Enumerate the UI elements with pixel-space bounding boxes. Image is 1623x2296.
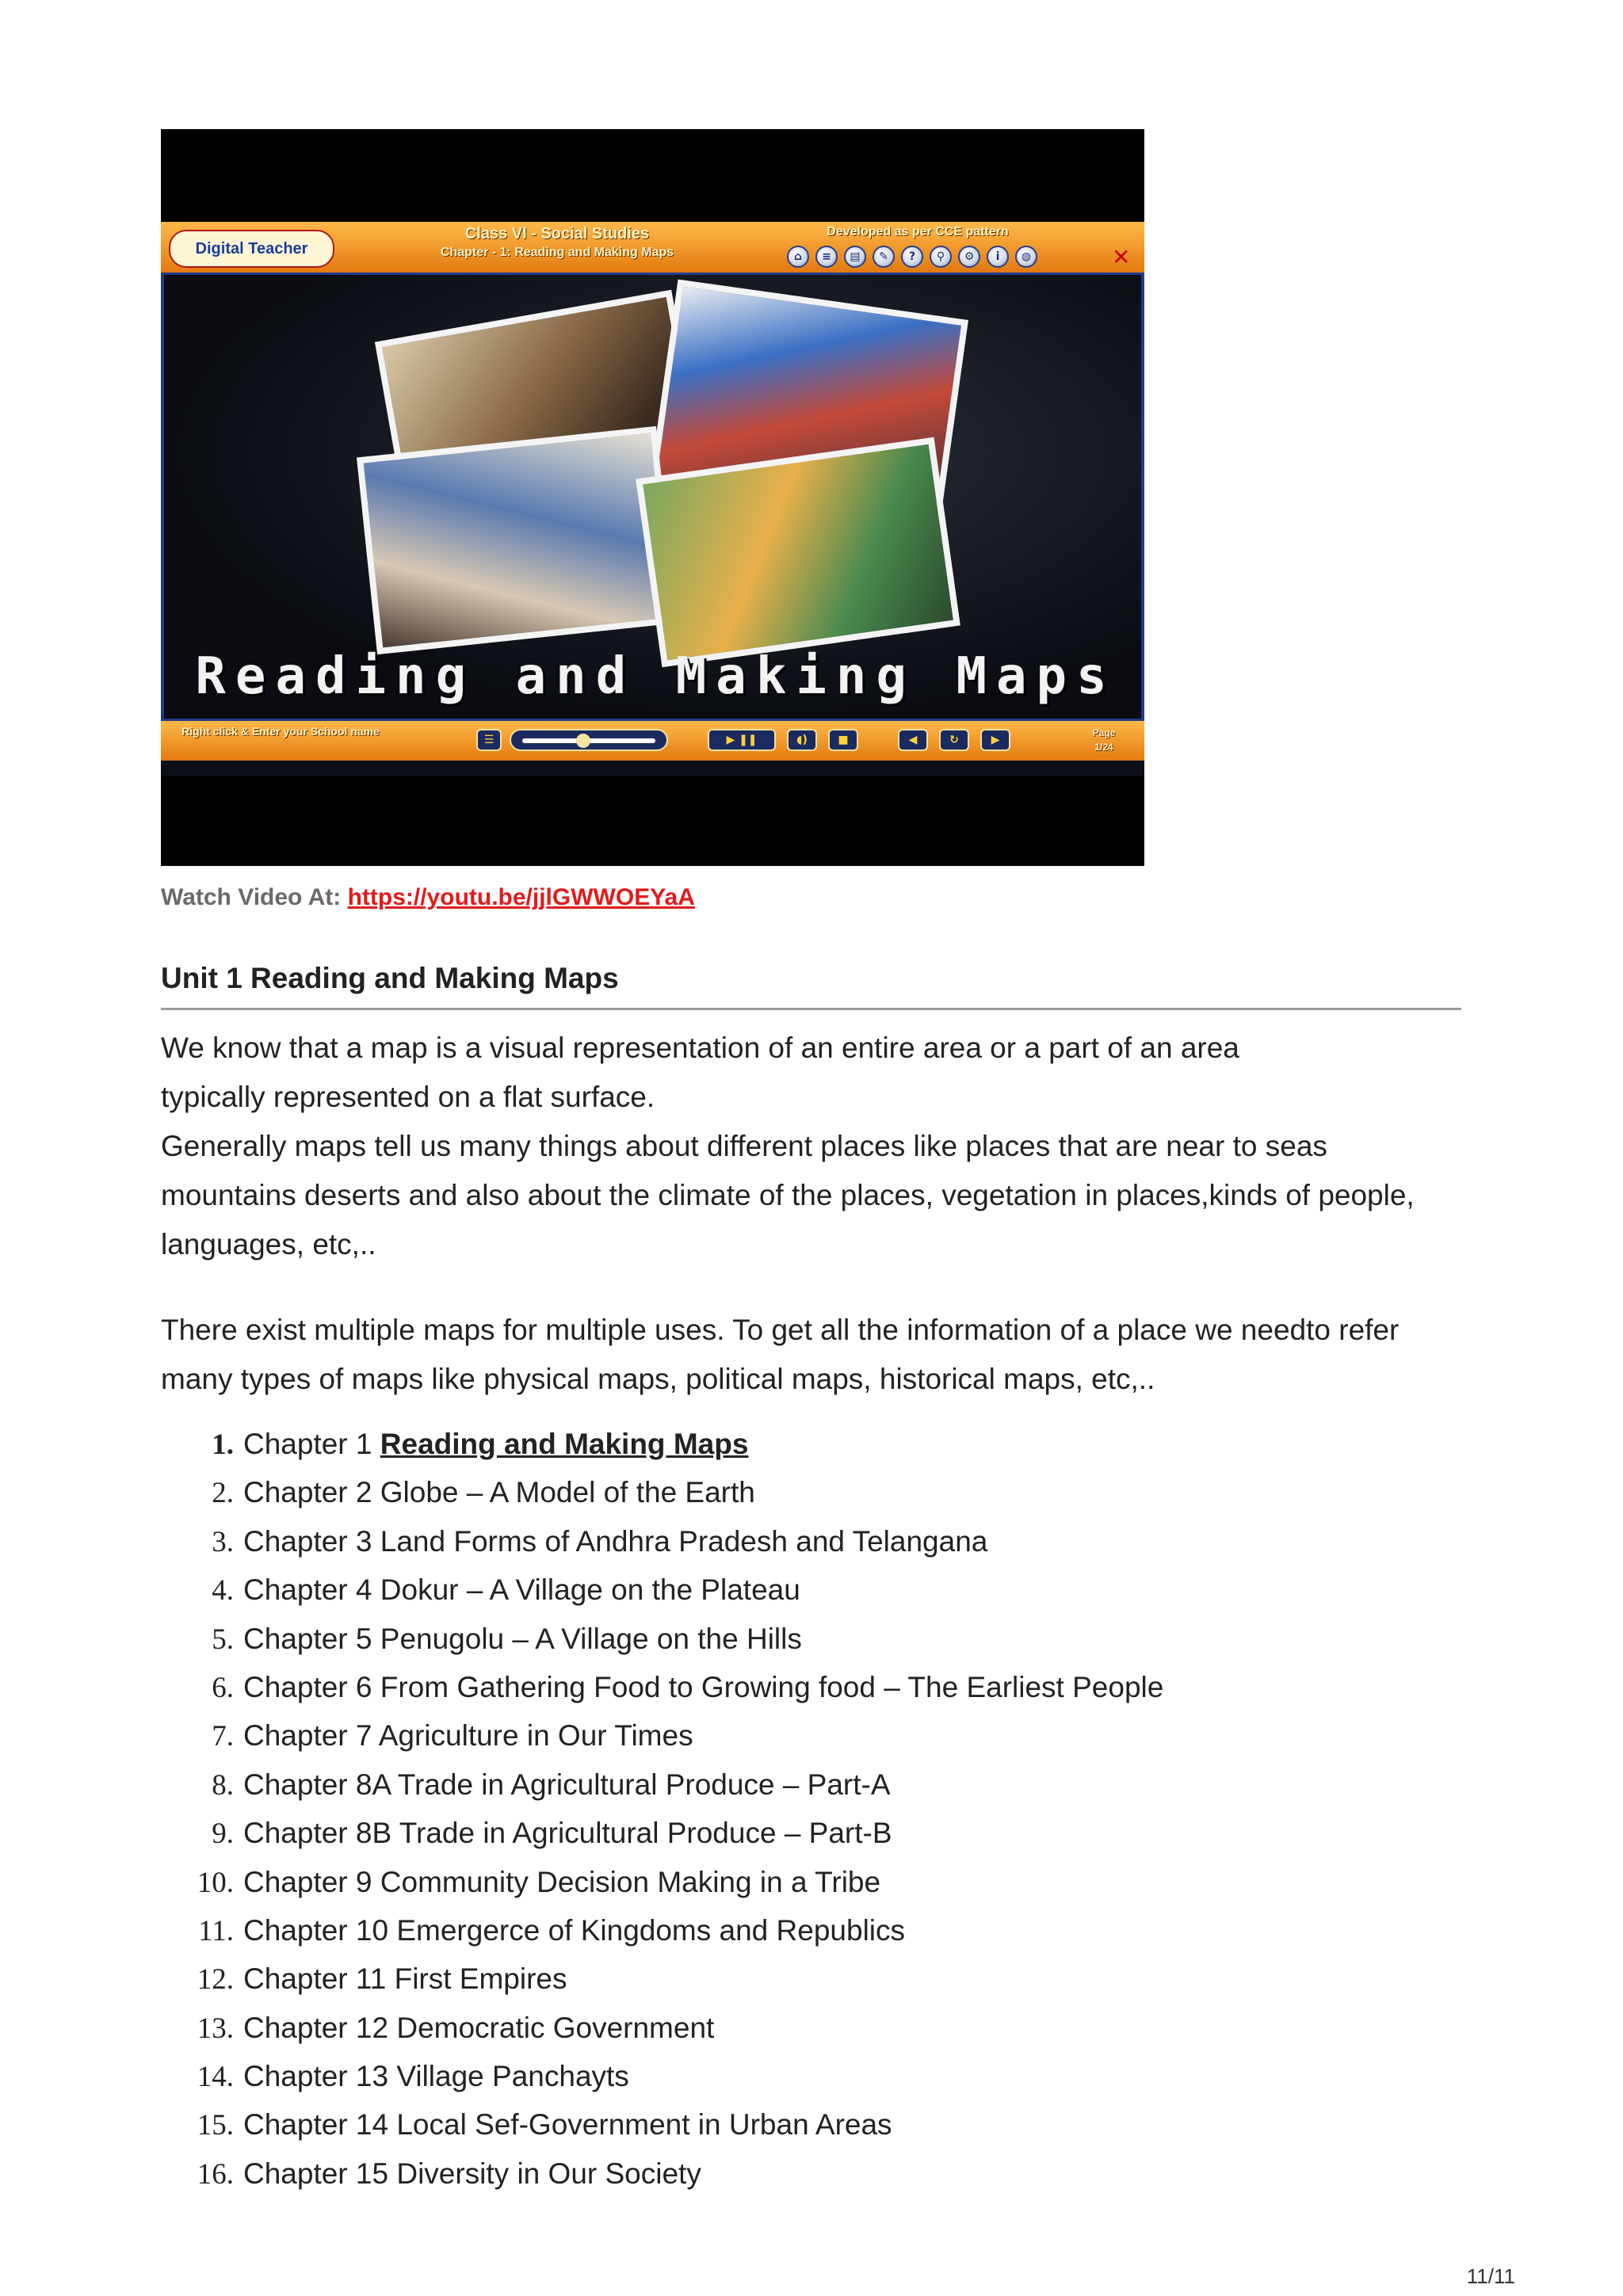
chapter-number: 4. [212,1574,234,1608]
photo-children-map [357,426,677,654]
school-note: Right click & Enter your School name [181,725,380,738]
chapter-number: 2. [212,1477,234,1510]
chapter-text: Chapter 4 Dokur – A Village on the Plateau [243,1573,800,1607]
video-player-frame [161,222,1144,776]
chapter-number: 15. [197,2109,234,2142]
book-icon[interactable]: ▤ [844,246,866,268]
video-thumbnail[interactable] [161,129,1144,866]
chapter-text: Chapter 11 First Empires [243,1962,567,1996]
video-title: Reading and Making Maps [195,647,1117,706]
search-icon[interactable]: ⚲ [930,246,952,268]
chapter-number: 16. [197,2157,234,2191]
page-indicator [1072,726,1136,754]
play-pause-button[interactable]: ▶ ❚❚ [708,729,776,751]
maps-uses-paragraph: There exist multiple maps for multiple uses. To get all the information of a place we needto refer many types of maps like physical maps, political maps, historical maps, etc,.. [161,1314,1400,1395]
globe-icon[interactable]: ◍ [1015,246,1037,268]
home-icon[interactable]: ⌂ [787,246,809,268]
previous-icon[interactable]: ◀ [898,729,928,751]
video-stage [161,275,1144,719]
intro-paragraph [161,1024,1476,1269]
chapter-text: Chapter 12 Democratic Government [243,2011,715,2044]
chapter-number: 12. [197,1963,234,1997]
maps-description: Generally maps tell us many things about different places like places that are near to seas mountains deserts and also about the climate of the places, vegetation in places,kinds of people, languages, etc,.. [161,1130,1415,1261]
watch-label: Watch Video At: [161,884,342,910]
chapter-link[interactable]: Reading and Making Maps [380,1428,749,1460]
info-icon[interactable]: i [987,246,1009,268]
chapter-text: Chapter 2 Globe – A Model of the Earth [243,1476,755,1509]
chapter-number: 8. [212,1768,234,1802]
chapter-number: 3. [212,1525,234,1558]
chapter-text: Chapter 15 Diversity in Our Society [243,2157,701,2190]
chapter-text: Chapter 14 Local Sef-Government in Urban Areas [243,2108,892,2142]
settings-icon[interactable]: ⚙ [958,246,980,268]
pencil-icon[interactable]: ✎ [873,246,895,268]
chapter-number: 9. [212,1817,234,1851]
chapter-text: Chapter 13 Village Panchayts [243,2060,629,2093]
cce-note: Developed as per CCE pattern [827,225,1009,238]
menu-toggle-button[interactable]: ☰ [476,729,502,751]
video-link[interactable]: https://youtu.be/jjlGWWOEYaA [347,884,695,910]
progress-knob[interactable] [576,734,590,748]
page-number: 11/11 [1466,2264,1515,2288]
chapter-text: Chapter 7 Agriculture in Our Times [243,1719,693,1753]
chapter-text: Chapter 3 Land Forms of Andhra Pradesh and Telangana [243,1524,988,1558]
volume-icon[interactable]: ◖) [787,729,817,751]
chapter-text: Chapter 8A Trade in Agricultural Produce – Part-A [243,1768,891,1801]
class-title: Class VI - Social Studies [464,225,650,242]
chapter-subtitle: Chapter - 1: Reading and Making Maps [440,246,674,259]
page-label: Page [1092,727,1116,738]
chapter-number: 11. [198,1914,234,1947]
close-icon[interactable]: ✕ [1112,244,1131,270]
chapter-text: Chapter 5 Penugolu – A Village on the Hills [243,1622,802,1655]
chapter-text: Chapter 10 Emergerce of Kingdoms and Republics [243,1913,906,1947]
unit-heading: Unit 1 Reading and Making Maps [161,962,619,994]
player-top-bar [161,222,1144,275]
page-value: 1/24 [1094,742,1113,753]
chapter-text: Chapter 8B Trade in Agricultural Produce – Part-B [243,1817,892,1850]
progress-slider[interactable] [510,729,668,751]
photo-kids-drawing [636,437,960,668]
chapter-number: 14. [197,2061,234,2094]
chapter-number: 1. [212,1428,234,1461]
replay-icon[interactable]: ↻ [939,729,969,751]
player-control-bar [161,719,1144,761]
brand-logo: Digital Teacher [169,230,334,268]
next-icon[interactable]: ▶ [980,729,1010,751]
watch-video-line [161,884,695,911]
chapter-prefix: Chapter 1 [243,1428,380,1460]
intro-text: We know that a map is a visual representation of an entire area or a part of an area typically represented on a flat surface. [161,1032,1239,1113]
chapter-number: 13. [197,2012,234,2045]
top-toolbar [787,246,1037,269]
chapter-number: 7. [212,1720,234,1753]
chapter-text: Chapter 9 Community Decision Making in a Tribe [243,1865,881,1898]
stop-icon[interactable]: ■ [828,729,858,751]
chapter-text [243,1428,748,1461]
menu-icon[interactable]: ≡ [815,246,838,268]
chapter-text: Chapter 6 From Gathering Food to Growing food – The Earliest People [243,1670,1164,1703]
chapter-number: 6. [212,1671,234,1704]
heading-divider [161,1008,1461,1010]
help-icon[interactable]: ? [901,246,923,268]
chapter-number: 5. [212,1623,234,1656]
chapter-number: 10. [197,1866,234,1899]
